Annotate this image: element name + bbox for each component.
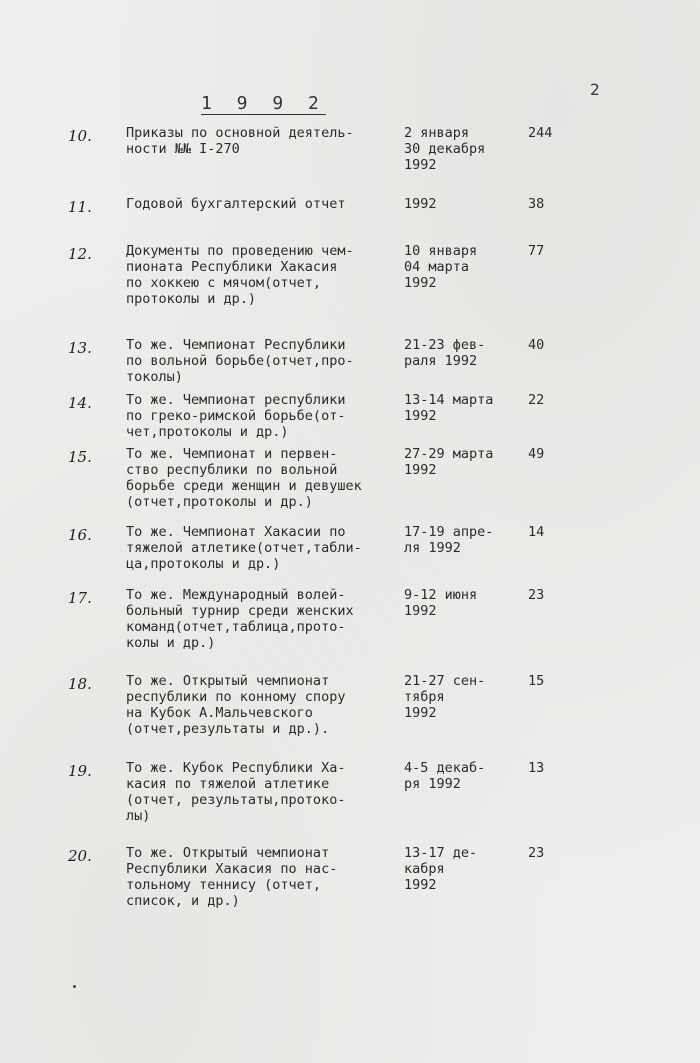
entry-dates: 21-23 фев- раля 1992 xyxy=(404,337,486,369)
ink-speck xyxy=(73,985,76,988)
entry-count: 13 xyxy=(528,760,545,776)
year-heading: 1 9 9 2 xyxy=(201,93,326,114)
entry-title: То же. Открытый чемпионат Республики Хакасия по нас- тольному теннису (отчет, список, и др.) xyxy=(126,845,338,909)
entry-dates: 13-14 марта 1992 xyxy=(404,392,494,424)
entry-number: 11. xyxy=(68,198,92,216)
entry-title: Годовой бухгалтерский отчет xyxy=(126,196,346,212)
entry-count: 23 xyxy=(528,587,545,603)
entry-title: Приказы по основной деятель- ности №№ I-270 xyxy=(126,125,354,157)
entry-count: 244 xyxy=(528,125,553,141)
entry-title: То же. Чемпионат Республики по вольной борьбе(отчет,про- токолы) xyxy=(126,337,354,385)
page-number: 2 xyxy=(590,80,600,99)
entry-dates: 13-17 де- кабря 1992 xyxy=(404,845,478,893)
entry-count: 40 xyxy=(528,337,545,353)
entry-count: 77 xyxy=(528,243,545,259)
entry-count: 22 xyxy=(528,392,545,408)
entry-number: 15. xyxy=(68,448,92,466)
entry-number: 14. xyxy=(68,394,92,412)
entry-dates: 17-19 апре- ля 1992 xyxy=(404,524,494,556)
entry-dates: 1992 xyxy=(404,196,437,212)
entry-dates: 4-5 декаб- ря 1992 xyxy=(404,760,486,792)
entry-title: То же. Кубок Республики Ха- касия по тяжелой атлетике (отчет, результаты,протоко- лы) xyxy=(126,760,346,824)
entry-number: 16. xyxy=(68,526,92,544)
entry-number: 19. xyxy=(68,762,92,780)
entry-count: 49 xyxy=(528,446,545,462)
entry-dates: 10 января 04 марта 1992 xyxy=(404,243,478,291)
entry-number: 20. xyxy=(68,847,92,865)
entry-count: 14 xyxy=(528,524,545,540)
entry-title: То же. Чемпионат и первен- ство республики по вольной борьбе среди женщин и девушек (отчет,протоколы и др.) xyxy=(126,446,362,510)
entry-title: То же. Международный волей- больный турнир среди женских команд(отчет,таблица,прото- колы и др.) xyxy=(126,587,354,651)
entry-count: 38 xyxy=(528,196,545,212)
entry-title: То же. Чемпионат Хакасии по тяжелой атлетике(отчет,табли- ца,протоколы и др.) xyxy=(126,524,362,572)
entry-number: 10. xyxy=(68,127,92,145)
entry-title: То же. Открытый чемпионат республики по конному спору на Кубок А.Мальчевского (отчет,результаты и др.). xyxy=(126,673,346,737)
entry-number: 18. xyxy=(68,675,92,693)
entry-dates: 21-27 сен- тября 1992 xyxy=(404,673,486,721)
entry-dates: 2 января 30 декабря 1992 xyxy=(404,125,486,173)
entry-number: 13. xyxy=(68,339,92,357)
entry-number: 17. xyxy=(68,589,92,607)
entry-count: 15 xyxy=(528,673,545,689)
entry-title: Документы по проведению чем- пионата Республики Хакасия по хоккею с мячом(отчет, протоколы и др.) xyxy=(126,243,354,307)
entry-count: 23 xyxy=(528,845,545,861)
entry-number: 12. xyxy=(68,245,92,263)
entry-dates: 9-12 июня 1992 xyxy=(404,587,478,619)
entry-title: То же. Чемпионат республики по греко-римской борьбе(от- чет,протоколы и др.) xyxy=(126,392,346,440)
entry-dates: 27-29 марта 1992 xyxy=(404,446,494,478)
